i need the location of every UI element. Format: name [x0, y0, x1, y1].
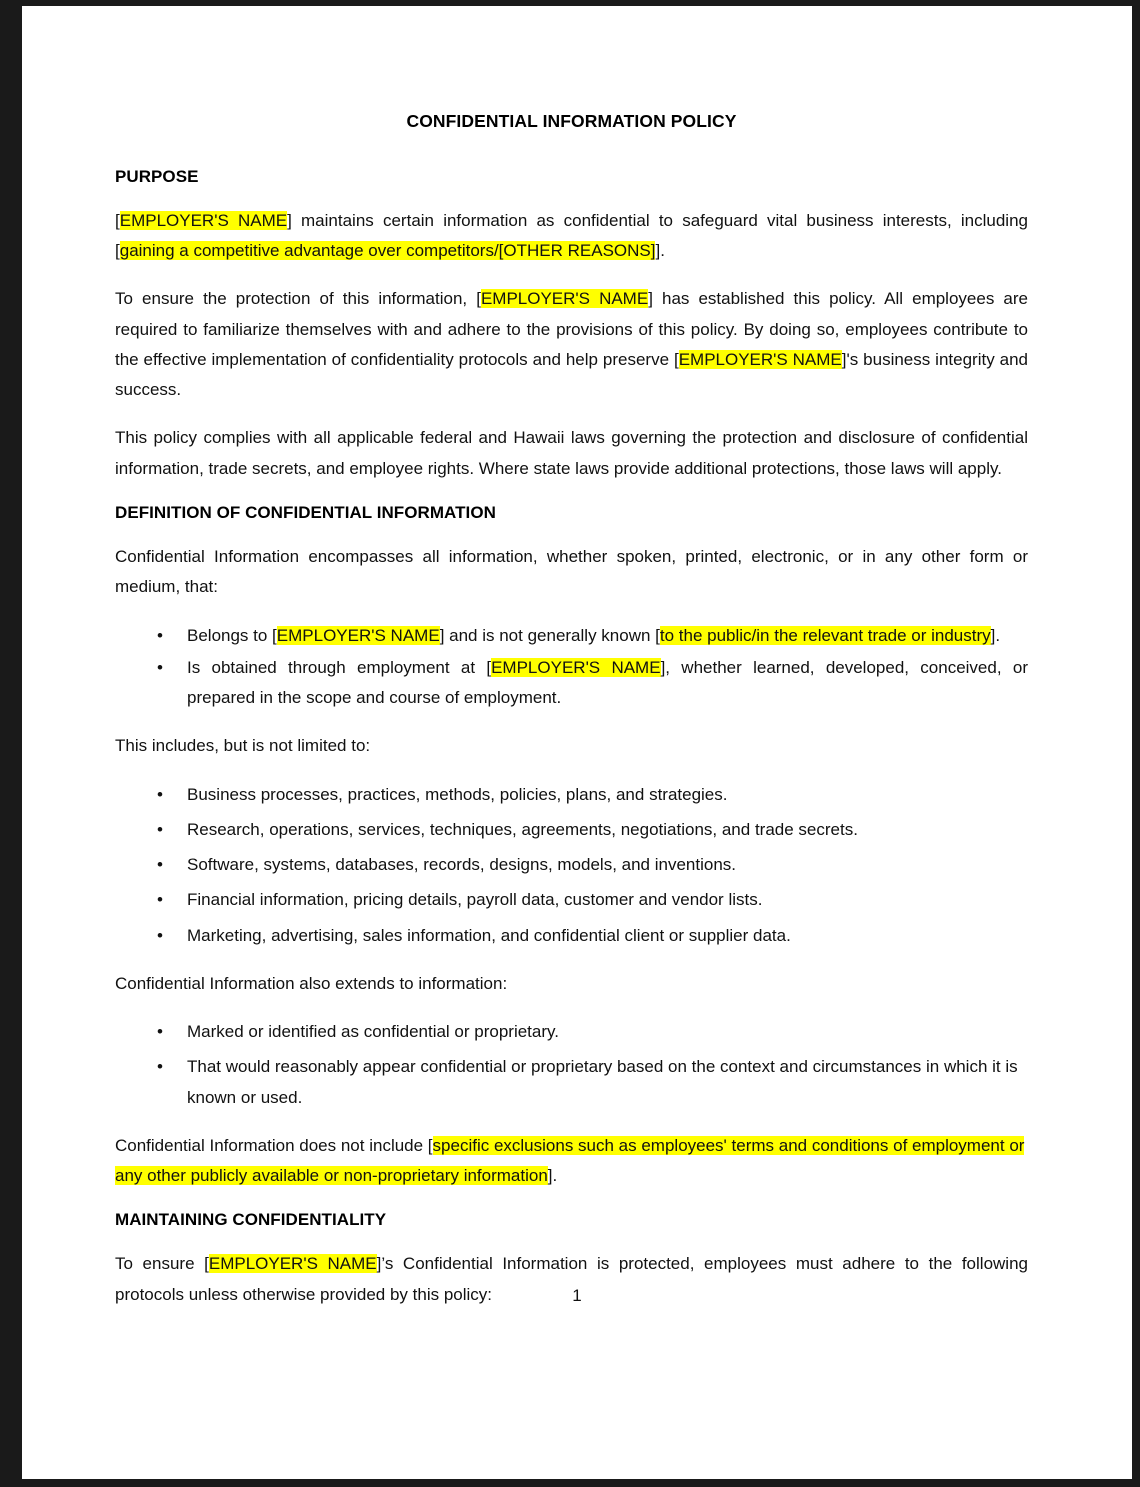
text-run: ] has established this policy. All employees are required to familiarize themselves with and adhere to the provisions of this policy. By doing so, employees contribute to the effective implementation of confidentiality protocols and help preserve [ — [115, 289, 1028, 369]
list-item — [115, 1052, 1028, 1113]
bullet-icon: • — [157, 855, 163, 875]
highlight-employers-name: EMPLOYER'S NAME — [480, 289, 649, 309]
list-item — [115, 653, 1028, 714]
list-item — [115, 921, 1028, 951]
text-run: Marked or identified as confidential or proprietary. — [187, 1022, 559, 1042]
list-item — [115, 885, 1028, 915]
highlight-other-reasons: gaining a competitive advantage over competitors/[OTHER REASONS] — [119, 241, 656, 261]
highlight-employers-name: EMPLOYER'S NAME — [119, 210, 288, 230]
text-run: Financial information, pricing details, payroll data, customer and vendor lists. — [187, 890, 763, 910]
highlight-employers-name: EMPLOYER'S NAME — [491, 657, 661, 677]
text-run: ], whether learned, developed, conceived, or prepared in the scope and course of employment. — [187, 657, 1028, 708]
bullet-icon: • — [157, 657, 163, 677]
bullet-icon: • — [157, 890, 163, 910]
text-run: Is obtained through employment at [ — [187, 657, 492, 677]
text-run: Marketing, advertising, sales information, and confidential client or supplier data. — [187, 925, 791, 945]
extends-intro-paragraph: Confidential Information also extends to information: — [115, 973, 508, 993]
purpose-paragraph-1 — [115, 206, 1028, 267]
page-title: CONFIDENTIAL INFORMATION POLICY — [406, 111, 737, 131]
list-item — [115, 850, 1028, 880]
text-run: ]'s business integrity and success. — [115, 349, 1028, 400]
includes-bullet-list — [115, 780, 1028, 951]
text-run: [ — [115, 210, 120, 230]
text-run: To ensure [ — [115, 1254, 209, 1274]
highlight-employers-name: EMPLOYER'S NAME — [208, 1254, 377, 1274]
highlight-employers-name: EMPLOYER'S NAME — [276, 625, 440, 645]
text-run: Software, systems, databases, records, designs, models, and inventions. — [187, 855, 736, 875]
bullet-icon: • — [157, 1022, 163, 1042]
bullet-icon: • — [157, 784, 163, 804]
text-run: ] maintains certain information as confidential to safeguard vital business interests, including [ — [115, 210, 1028, 261]
highlight-specific-exclusions: specific exclusions such as employees' terms and conditions of employment or any other publicly available or non-proprietary information — [115, 1135, 1025, 1186]
text-run: ]. — [655, 241, 665, 261]
purpose-paragraph-3: This policy complies with all applicable federal and Hawaii laws governing the protection and disclosure of confidential information, trade secrets, and employee rights. Where state laws provide additional protections, those laws will apply. — [115, 428, 1028, 478]
text-run: ]. — [990, 625, 1001, 645]
extends-bullet-list — [115, 1017, 1028, 1113]
bullet-icon: • — [157, 625, 163, 645]
list-item — [115, 780, 1028, 810]
text-run: To ensure the protection of this information, [ — [115, 289, 481, 309]
bullet-icon: • — [157, 819, 163, 839]
definition-bullet-list — [115, 621, 1028, 714]
list-item — [115, 815, 1028, 845]
document-body — [115, 111, 1028, 1328]
text-run: That would reasonably appear confidential or proprietary based on the context and circumstances in which it is known or used. — [187, 1057, 1018, 1107]
definition-intro-paragraph: Confidential Information encompasses all information, whether spoken, printed, electronic, or in any other form or medium, that: — [115, 547, 1028, 597]
text-run: Belongs to [ — [187, 625, 277, 645]
text-run: Business processes, practices, methods, policies, plans, and strategies. — [187, 784, 728, 804]
text-run: ]. — [547, 1166, 558, 1186]
section-heading-maintaining: MAINTAINING CONFIDENTIALITY — [115, 1210, 387, 1230]
list-item — [115, 1017, 1028, 1047]
exclusion-paragraph — [115, 1131, 1028, 1192]
page-sheet — [22, 6, 1132, 1479]
section-heading-purpose: PURPOSE — [115, 166, 199, 186]
text-run: ]’s Confidential Information is protected, employees must adhere to the following protocols unless otherwise provided by this policy: — [115, 1254, 1028, 1304]
text-run: ] and is not generally known [ — [439, 625, 660, 645]
highlight-employers-name: EMPLOYER'S NAME — [678, 349, 842, 369]
purpose-paragraph-2 — [115, 284, 1028, 405]
highlight-public-trade: to the public/in the relevant trade or industry — [659, 625, 991, 645]
text-run: Confidential Information does not include [ — [115, 1135, 433, 1155]
list-item — [115, 621, 1028, 651]
page-number: 1 — [572, 1286, 582, 1305]
text-run: Research, operations, services, techniques, agreements, negotiations, and trade secrets. — [187, 819, 858, 839]
section-heading-definition: DEFINITION OF CONFIDENTIAL INFORMATION — [115, 502, 496, 522]
bullet-icon: • — [157, 925, 163, 945]
bullet-icon: • — [157, 1057, 163, 1077]
includes-intro-paragraph: This includes, but is not limited to: — [115, 736, 371, 756]
